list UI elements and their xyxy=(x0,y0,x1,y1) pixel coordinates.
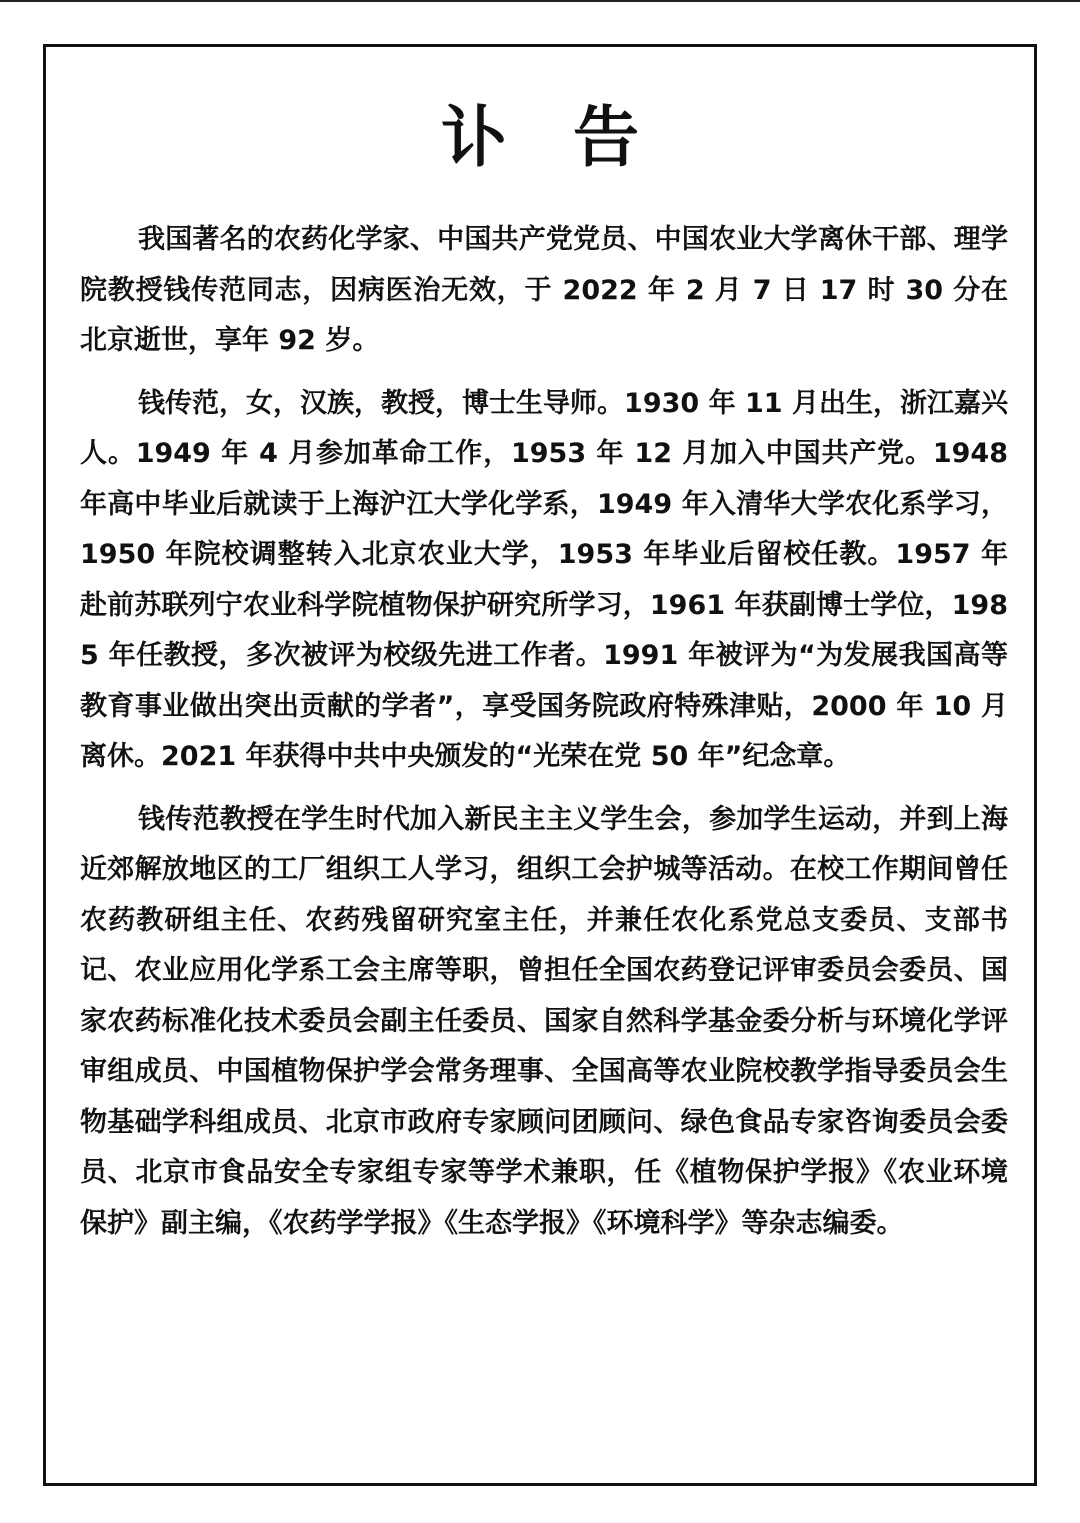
paragraph-career: 钱传范教授在学生时代加入新民主主义学生会，参加学生运动，并到上海近郊解放地区的工厂组织工人学习，组织工会护城等活动。在校工作期间曾任农药教研组主任、农药残留研究室主任，并兼任农化系党总支委员、支部书记、农业应用化学系工会主席等职，曾担任全国农药登记评审委员会委员、国家农药标准化技术委员会副主任委员、国家自然科学基金委分析与环境化学评审组成员、中国植物保护学会常务理事、全国高等农业院校教学指导委员会生物基础学科组成员、北京市政府专家顾问团顾问、绿色食品专家咨询委员会委员、北京市食品安全专家组专家等学术兼职，任《植物保护学报》《农业环境保护》副主编，《农药学学报》《生态学报》《环境科学》等杂志编委。 xyxy=(80,803,1008,1239)
obituary-body xyxy=(80,215,1008,1261)
title-char-2: 告 xyxy=(573,99,639,176)
paragraph-death-announcement: 我国著名的农药化学家、中国共产党党员、中国农业大学离休干部、理学院教授钱传范同志，因病医治无效，于 2022 年 2 月 7 日 17 时 30 分在北京逝世，享年 92 岁。 xyxy=(80,224,1008,356)
obituary-title xyxy=(46,99,1034,176)
top-edge-rule xyxy=(0,0,1080,2)
title-char-1: 讣 xyxy=(441,99,507,176)
obituary-frame xyxy=(43,44,1037,1486)
paragraph-biography: 钱传范，女，汉族，教授，博士生导师。1930 年 11 月出生，浙江嘉兴人。1949 年 4 月参加革命工作，1953 年 12 月加入中国共产党。1948 年高中毕业后就读于上海沪江大学化学系，1949 年入清华大学农化系学习，1950 年院校调整转入北京农业大学，1953 年毕业后留校任教。1957 年赴前苏联列宁农业科学院植物保护研究所学习，1961 年获副博士学位，1985 年任教授，多次被评为校级先进工作者。1991 年被评为“为发展我国高等教育事业做出突出贡献的学者”，享受国务院政府特殊津贴，2000 年 10 月离休。2021 年获得中共中央颁发的“光荣在党 50 年”纪念章。 xyxy=(80,387,1008,772)
